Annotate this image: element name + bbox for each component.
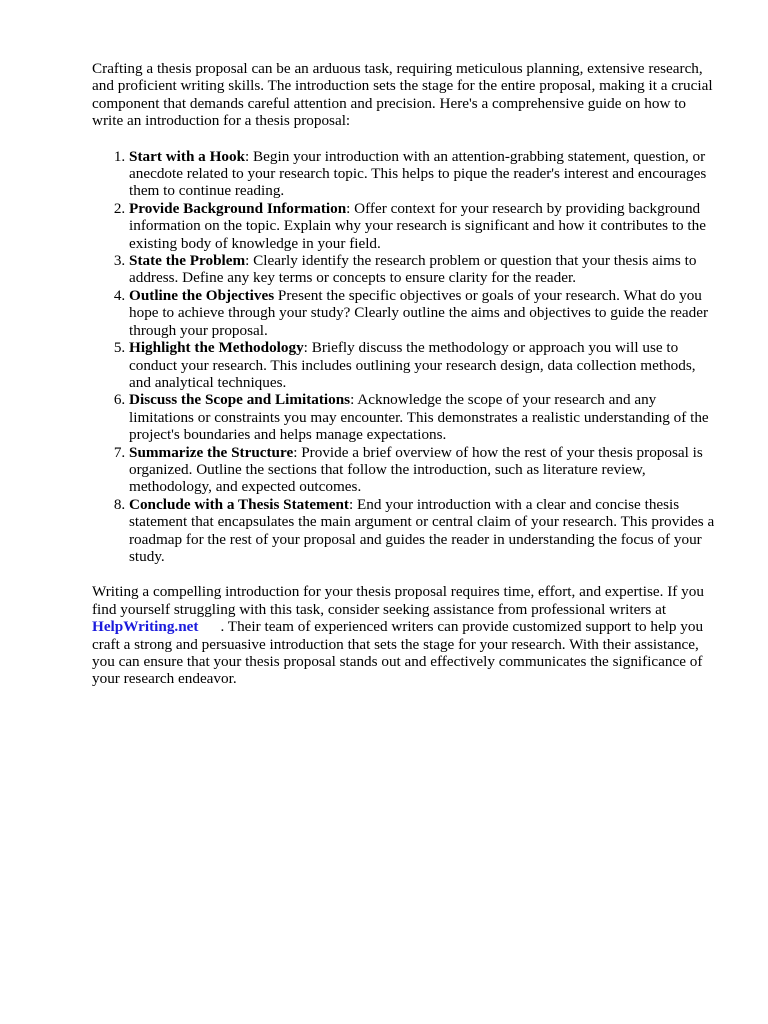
list-item <box>129 496 718 566</box>
step-term: Conclude with a Thesis Statement <box>129 495 349 513</box>
step-term: Summarize the Structure <box>129 443 294 461</box>
step-term: Highlight the Methodology <box>129 339 304 357</box>
list-item <box>129 287 718 339</box>
step-text: : Briefly discuss the methodology or approach you will use to conduct your research. This includes outlining your research design, data collection methods, and analytical techniques. <box>129 339 696 391</box>
step-term: Discuss the Scope and Limitations <box>129 391 351 409</box>
helpwriting-link[interactable]: HelpWriting.net <box>92 618 199 636</box>
step-text: : End your introduction with a clear and concise thesis statement that encapsulates the main argument or central claim of your research. This provides a roadmap for the rest of your proposal and guides the reader in understanding the focus of your study. <box>129 495 715 565</box>
document-page <box>92 60 718 688</box>
step-text: Present the specific objectives or goals of your research. What do you hope to achieve through your study? Clearly outline the aims and objectives to guide the reader through your proposal. <box>129 286 709 339</box>
step-text: : Clearly identify the research problem or question that your thesis aims to address. Define any key terms or concepts to ensure clarity for the reader. <box>129 252 697 287</box>
step-term: Start with a Hook <box>129 147 246 165</box>
step-term: Provide Background Information <box>129 199 347 217</box>
step-term: Outline the Objectives <box>129 286 275 304</box>
list-item <box>129 444 718 496</box>
step-text: : Begin your introduction with an attention-grabbing statement, question, or anecdote related to your research topic. This helps to pique the reader's interest and encourages them to continue reading. <box>129 147 707 200</box>
step-term: State the Problem <box>129 252 246 270</box>
closing-text-after: . Their team of experienced writers can provide customized support to help you craft a strong and persuasive introduction that sets the stage for your research. With their assistance, you can ensure that your thesis proposal stands out and effectively communicates the significance of your research endeavor. <box>92 618 704 688</box>
closing-paragraph <box>92 583 718 687</box>
closing-text-before: Writing a compelling introduction for your thesis proposal requires time, effort, and expertise. If you find yourself struggling with this task, consider seeking assistance from professional writers at <box>92 583 704 618</box>
list-item <box>129 148 718 200</box>
list-item <box>129 252 718 287</box>
step-text: : Acknowledge the scope of your research and any limitations or constraints you may encounter. This demonstrates a realistic understanding of the project's boundaries and helps manage expectations. <box>129 391 709 444</box>
list-item <box>129 200 718 252</box>
intro-paragraph: Crafting a thesis proposal can be an arduous task, requiring meticulous planning, extensive research, and proficient writing skills. The introduction sets the stage for the entire proposal, making it a crucial component that demands careful attention and precision. Here's a comprehensive guide on how to write an introduction for a thesis proposal: <box>92 60 713 130</box>
list-item <box>129 391 718 443</box>
steps-list <box>92 148 718 566</box>
list-item <box>129 339 718 391</box>
step-text: : Provide a brief overview of how the rest of your thesis proposal is organized. Outline the sections that follow the introduction, such as literature review, methodology, and expected outcomes. <box>129 443 703 496</box>
step-text: : Offer context for your research by providing background information on the topic. Explain why your research is significant and how it contributes to the existing body of knowledge in your field. <box>129 199 706 252</box>
